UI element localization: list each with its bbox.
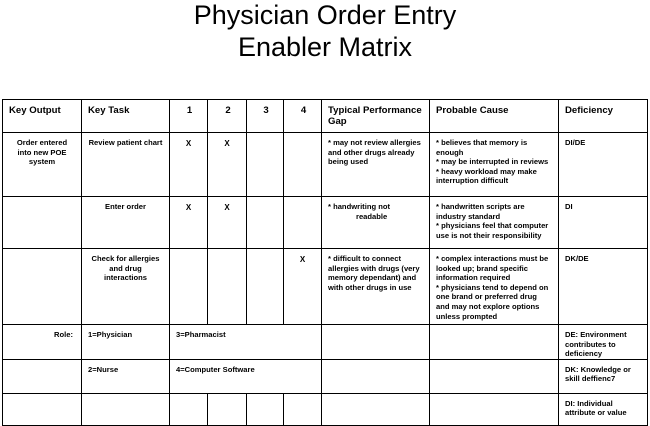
header-col-2: 2 — [208, 100, 247, 133]
legend-di: DI: Individual attribute or value — [559, 393, 648, 425]
empty-cell — [430, 393, 559, 425]
mark-cell: X — [208, 133, 247, 197]
table-row — [3, 249, 648, 325]
empty-cell — [322, 393, 430, 425]
legend-role-2: 2=Nurse — [82, 359, 170, 393]
legend-dk: DK: Knowledge or skill deffienc7 — [559, 359, 648, 393]
mark-cell: X — [208, 197, 247, 249]
empty-cell — [3, 359, 82, 393]
mark-cell — [170, 249, 208, 325]
table-row — [3, 133, 648, 197]
empty-cell — [247, 393, 284, 425]
key-task-cell: Check for allergies and drug interactions — [82, 249, 170, 325]
deficiency-cell: DI/DE — [559, 133, 648, 197]
empty-cell — [3, 393, 82, 425]
table-row — [3, 197, 648, 249]
legend-row — [3, 359, 648, 393]
performance-gap-cell: * may not review allergies and other drugs already being used — [322, 133, 430, 197]
empty-cell — [430, 325, 559, 360]
key-task-cell: Review patient chart — [82, 133, 170, 197]
legend-role-4: 4=Computer Software — [170, 359, 322, 393]
deficiency-cell: DK/DE — [559, 249, 648, 325]
probable-cause-cell: * handwritten scripts are industry standard * physicians feel that computer use is not their responsibility — [430, 197, 559, 249]
legend-role-1: 1=Physician — [82, 325, 170, 360]
mark-cell — [247, 133, 284, 197]
empty-cell — [284, 393, 322, 425]
empty-cell — [208, 393, 247, 425]
empty-cell — [82, 393, 170, 425]
deficiency-cell: DI — [559, 197, 648, 249]
key-output-cell — [3, 249, 82, 325]
page-subtitle: Enabler Matrix — [237, 32, 413, 62]
mark-cell: X — [284, 249, 322, 325]
header-key-task: Key Task — [82, 100, 170, 133]
header-performance-gap: Typical Performance Gap — [322, 100, 430, 133]
role-label-cell: Role: — [3, 325, 82, 360]
empty-cell — [170, 393, 208, 425]
empty-cell — [322, 359, 430, 393]
header-col-3: 3 — [247, 100, 284, 133]
mark-cell — [284, 197, 322, 249]
header-probable-cause: Probable Cause — [430, 100, 559, 133]
key-output-cell: Order entered into new POE system — [3, 133, 82, 197]
probable-cause-cell: * believes that memory is enough * may be interrupted in reviews * heavy workload may make interruption difficult — [430, 133, 559, 197]
mark-cell — [247, 197, 284, 249]
legend-de: DE: Environment contributes to deficiency — [559, 325, 648, 360]
header-deficiency: Deficiency — [559, 100, 648, 133]
mark-cell — [284, 133, 322, 197]
empty-cell — [430, 359, 559, 393]
legend-row — [3, 393, 648, 425]
legend-role-3: 3=Pharmacist — [170, 325, 322, 360]
mark-cell: X — [170, 197, 208, 249]
header-row — [3, 100, 648, 133]
probable-cause-cell: * complex interactions must be looked up; brand specific information required * physicians tend to depend on one brand or preferred drug and may not explore options unless prompted — [430, 249, 559, 325]
performance-gap-cell: * handwriting not readable — [322, 197, 430, 249]
page-title: Physician Order Entry — [193, 0, 457, 30]
mark-cell: X — [170, 133, 208, 197]
enabler-matrix-table — [2, 99, 648, 426]
empty-cell — [322, 325, 430, 360]
header-col-1: 1 — [170, 100, 208, 133]
header-key-output: Key Output — [3, 100, 82, 133]
key-output-cell — [3, 197, 82, 249]
performance-gap-cell: * difficult to connect allergies with drugs (very memory dependant) and with other drugs in use — [322, 249, 430, 325]
mark-cell — [247, 249, 284, 325]
header-col-4: 4 — [284, 100, 322, 133]
legend-row — [3, 325, 648, 360]
key-task-cell: Enter order — [82, 197, 170, 249]
mark-cell — [208, 249, 247, 325]
